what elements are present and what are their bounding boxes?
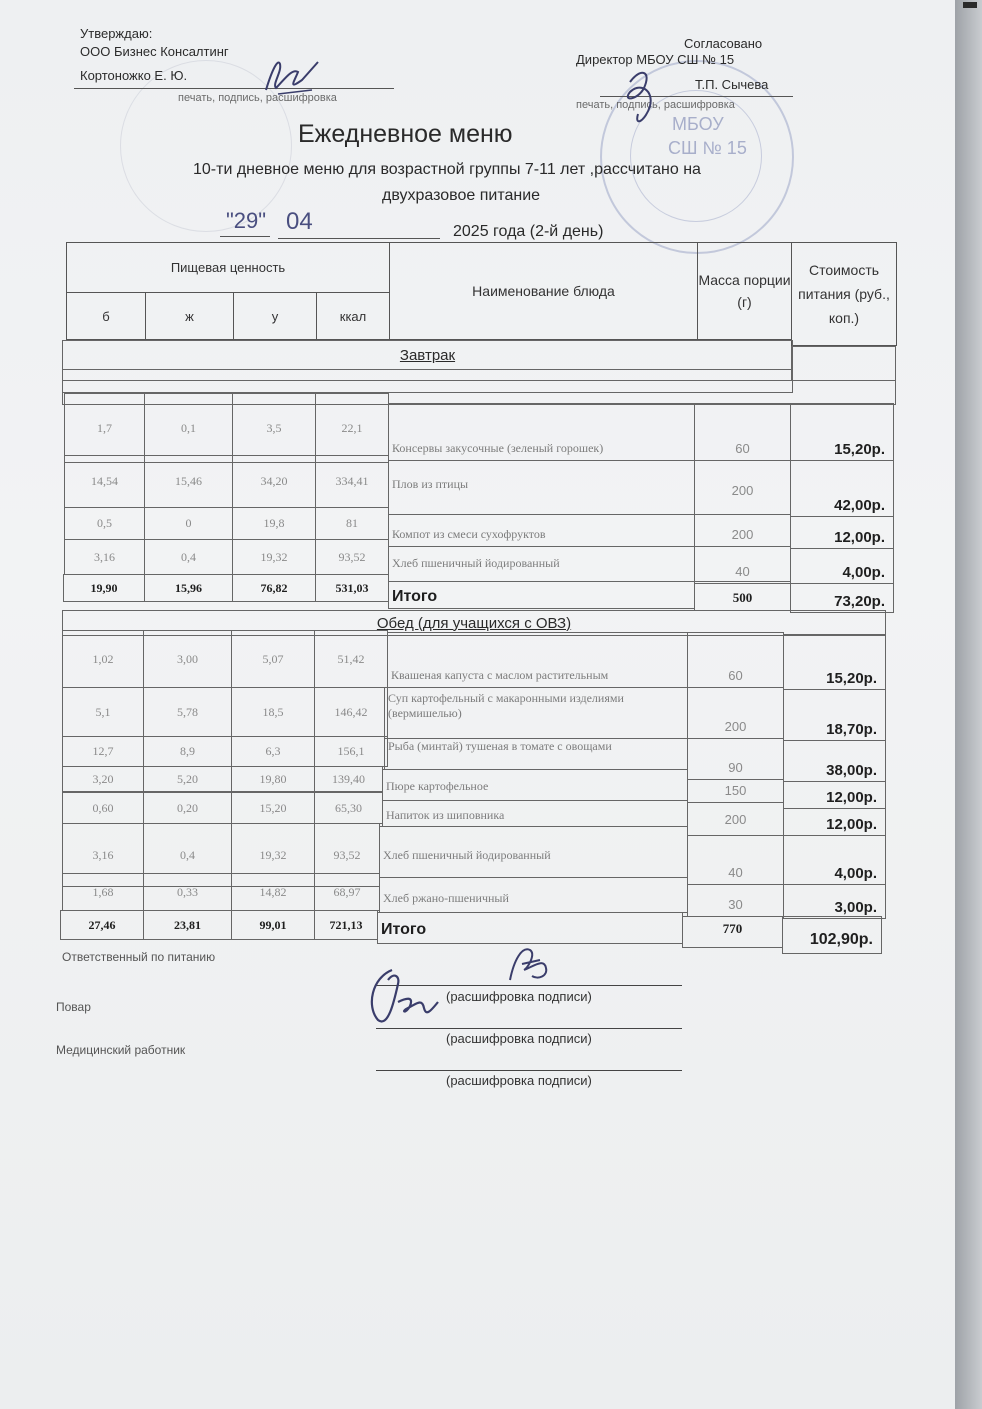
cell-mass: 60 [694,403,791,461]
approve-hint: печать, подпись, расшифровка [178,92,337,104]
cell-dish-name: Компот из смеси сухофруктов [388,514,695,547]
cell-kcal: 51,42 [314,630,388,688]
header-col-u: у [233,292,317,340]
total-b: 27,46 [60,910,144,940]
approve-label: Утверждаю: [80,26,153,41]
cell-b: 3,16 [62,823,144,887]
cell-u: 19,80 [231,766,315,792]
cell-b: 14,54 [64,455,145,508]
cell-b: 5,1 [62,687,144,737]
total-mass: 500 [694,581,791,611]
approve-underline [74,88,394,89]
agree-signature-icon [610,62,690,142]
cell-u: 19,32 [231,823,315,887]
approve-name: Кортоножко Е. Ю. [80,68,188,83]
cell-dish-name: Хлеб ржано-пшеничный [379,877,688,913]
cell-zh: 0,4 [144,539,233,575]
cell-dish-name: Хлеб пшеничный йодированный [388,546,695,582]
cell-kcal: 156,1 [314,736,388,767]
total-mass: 770 [682,916,783,948]
cell-dish-name: Плов из птицы [388,460,695,515]
medic-label: Медицинский работник [56,1043,186,1057]
agree-position: Директор МБОУ СШ № 15 [576,52,735,67]
cell-dish-name: Консервы закусочные (зеленый горошек) [388,403,695,461]
cell-u: 5,07 [231,630,315,688]
total-u: 99,01 [231,910,315,940]
cell-u: 19,32 [232,539,316,575]
cell-zh: 8,9 [143,736,232,767]
cell-u: 3,5 [232,393,316,463]
total-label: Итого [388,581,695,609]
cell-dish-name: Напиток из шиповника [382,800,688,827]
cell-price: 15,20р. [783,634,886,690]
cell-price: 4,00р. [783,835,886,885]
page-title: Ежедневное меню [298,120,513,148]
cell-b: 0,60 [62,792,144,824]
cell-b: 1,02 [62,630,144,688]
cell-mass: 200 [694,460,791,515]
cell-u: 34,20 [232,455,316,508]
cell-kcal: 65,30 [314,792,383,824]
date-year: 2025 года (2-й день) [453,223,604,240]
cell-b: 1,7 [64,393,145,463]
header-col-b: б [66,292,146,340]
cell-price: 12,00р. [790,516,894,549]
cell-kcal: 81 [315,507,389,540]
total-label: Итого [377,912,683,944]
total-price: 102,90р. [782,916,882,954]
cook-signature-icon [364,962,454,1032]
cell-zh: 0,1 [144,393,233,463]
date-day-underline [220,236,270,237]
cell-zh: 0,33 [143,873,232,911]
cell-mass: 60 [687,632,784,688]
cell-mass: 90 [687,738,784,780]
cell-price: 12,00р. [783,808,886,836]
stamp-line1: МБОУ [672,114,724,134]
agree-name: Т.П. Сычева [695,77,769,92]
cell-price: 12,00р. [783,781,886,809]
subtitle-line1: 10-ти дневное меню для возрастной группы 7-11 лет ,рассчитано на [193,161,701,178]
cell-price: 38,00р. [783,740,886,782]
responsible-signature-icon [500,940,560,988]
cell-mass: 200 [694,514,791,547]
approve-signature-icon [258,50,328,110]
decode-label-2: (расшифровка подписи) [446,1031,592,1046]
section-breakfast-title: Завтрак [399,346,456,364]
cell-mass: 30 [687,884,784,917]
cell-price: 4,00р. [790,548,894,584]
signature-line [376,1070,682,1071]
cell-dish-name: Пюре картофельное [382,769,688,801]
cell-u: 18,5 [231,687,315,737]
total-zh: 23,81 [143,910,232,940]
corner-mark [963,2,977,8]
cell-dish-name: Квашеная капуста с маслом растительным [387,632,688,688]
empty-cell [791,346,896,381]
cell-kcal: 93,52 [314,823,380,887]
header-dish: Наименование блюда [389,242,698,340]
approve-org: ООО Бизнес Консалтинг [80,44,229,59]
cell-zh: 15,46 [144,455,233,508]
total-kcal: 721,13 [314,910,378,940]
cell-u: 14,82 [231,873,315,911]
total-zh: 15,96 [144,574,233,602]
cook-label: Повар [56,1000,91,1014]
page-edge [955,0,982,1409]
cell-zh: 5,78 [143,687,232,737]
cell-b: 12,7 [62,736,144,767]
cell-kcal: 334,41 [315,455,389,508]
cell-price: 15,20р. [790,403,894,461]
cell-zh: 0 [144,507,233,540]
header-nutrition: Пищевая ценность [66,242,390,293]
cell-zh: 5,20 [143,766,232,792]
cell-zh: 3,00 [143,630,232,688]
cell-zh: 0,20 [143,792,232,824]
header-cost: Стоимость питания (руб., коп.) [791,242,897,346]
stamp-line2: СШ № 15 [668,138,747,158]
cell-b: 0,5 [64,507,145,540]
cell-price: 18,70р. [783,689,886,741]
cell-kcal: 22,1 [315,393,389,463]
cell-b: 3,20 [62,766,144,792]
date-month: 04 [286,208,313,235]
cell-dish-name: Хлеб пшеничный йодированный [379,826,688,878]
subtitle-line2: двухразовое питание [382,187,541,204]
total-u: 76,82 [232,574,316,602]
cell-dish-name: Рыба (минтай) тушеная в томате с овощами [384,738,688,770]
agree-label: Согласовано [684,36,763,51]
cell-mass: 200 [687,687,784,739]
header-col-zh: ж [145,292,234,340]
header-mass: Масса порции (г) [697,242,792,340]
cell-u: 6,3 [231,736,315,767]
total-price: 73,20р. [790,583,894,613]
cell-price: 3,00р. [783,884,886,919]
section-lunch-title: Обед (для учащихся с ОВЗ) [376,614,572,632]
agree-hint: печать, подпись, расшифровка [576,99,735,111]
cell-mass: 150 [687,779,784,803]
cell-kcal: 68,97 [314,873,380,911]
cell-kcal: 139,40 [314,766,383,792]
header-col-kcal: ккал [316,292,390,340]
date-month-underline [278,238,440,239]
date-day: "29" [226,208,267,233]
responsible-label: Ответственный по питанию [62,950,216,964]
cell-u: 15,20 [231,792,315,824]
cell-u: 19,8 [232,507,316,540]
decode-label-1: (расшифровка подписи) [446,989,592,1004]
cell-dish-name: Суп картофельный с макаронными изделиями (вермишелью) [384,687,688,739]
total-kcal: 531,03 [315,574,389,602]
decode-label-3: (расшифровка подписи) [446,1073,592,1088]
cell-b: 3,16 [64,539,145,575]
cell-b: 1,68 [62,873,144,911]
section-breakfast [62,340,793,370]
cell-kcal: 146,42 [314,687,388,737]
cell-mass: 200 [687,802,784,836]
cell-zh: 0,4 [143,823,232,887]
cell-price: 42,00р. [790,460,894,517]
total-b: 19,90 [63,574,145,602]
cell-kcal: 93,52 [315,539,389,575]
cell-mass: 40 [687,835,784,885]
cell-mass: 40 [694,546,791,584]
